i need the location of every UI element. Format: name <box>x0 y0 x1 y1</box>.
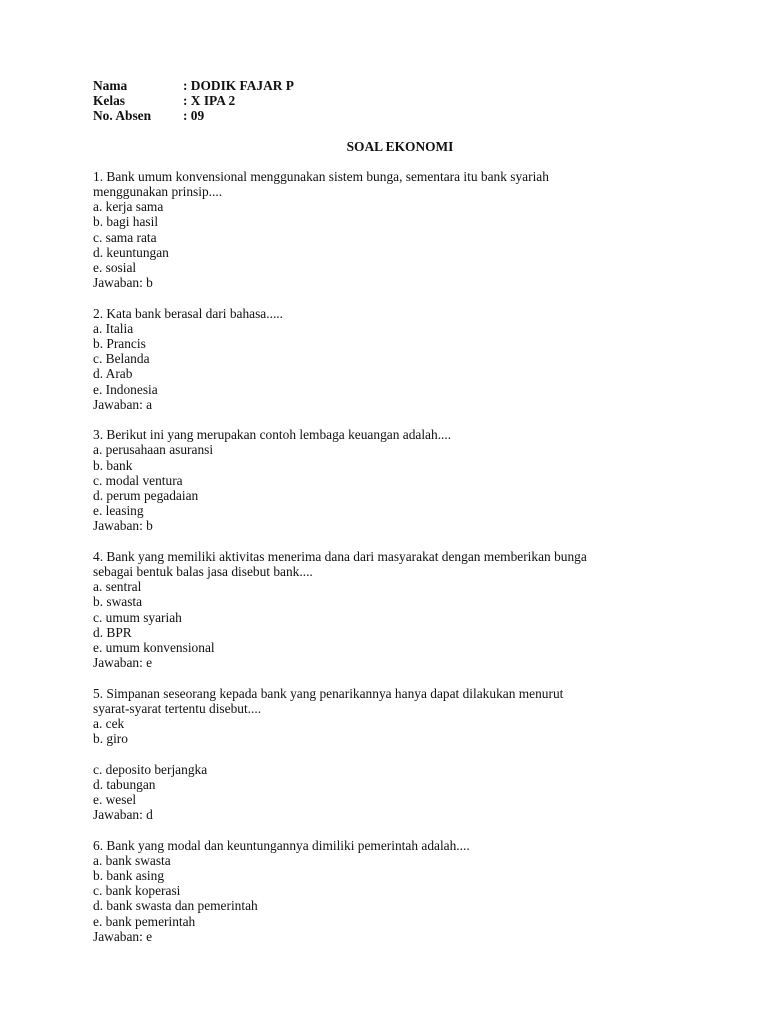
question-stem: 3. Berikut ini yang merupakan contoh lembaga keuangan adalah.... <box>93 427 452 443</box>
option-b: b. bagi hasil <box>93 214 159 230</box>
student-class-row <box>93 93 713 108</box>
option-d: d. BPR <box>93 624 132 640</box>
question-stem-continued: syarat-syarat tertentu disebut.... <box>93 700 262 716</box>
option-e: e. leasing <box>93 503 144 519</box>
option-e: e. Indonesia <box>93 381 158 397</box>
option-e: e. bank pemerintah <box>93 913 196 929</box>
option-c: c. Belanda <box>93 351 150 367</box>
question-1 <box>93 169 713 291</box>
option-a: a. sentral <box>93 579 142 595</box>
answer: Jawaban: b <box>93 275 153 291</box>
name-label: Nama <box>93 78 128 93</box>
option-e: e. sosial <box>93 260 137 276</box>
option-b: b. giro <box>93 731 128 747</box>
answer: Jawaban: e <box>93 655 153 671</box>
question-stem: 6. Bank yang modal dan keuntungannya dimiliki pemerintah adalah.... <box>93 837 470 853</box>
class-label: Kelas <box>93 93 125 109</box>
answer: Jawaban: a <box>93 396 153 412</box>
option-e: e. umum konvensional <box>93 640 215 656</box>
option-d: d. bank swasta dan pemerintah <box>93 898 258 914</box>
answer: Jawaban: e <box>93 928 153 944</box>
question-stem: 5. Simpanan seseorang kepada bank yang penarikannya hanya dapat dilakukan menurut <box>93 685 564 701</box>
question-3 <box>93 427 713 533</box>
blank-line <box>93 746 713 761</box>
page-title: SOAL EKONOMI <box>346 138 454 154</box>
question-stem: 4. Bank yang memiliki aktivitas menerima dana dari masyarakat dengan memberikan bunga <box>93 548 587 564</box>
option-b: b. bank asing <box>93 868 165 884</box>
option-b: b. bank <box>93 457 133 473</box>
option-c: c. umum syariah <box>93 609 182 625</box>
class-value: : X IPA 2 <box>183 93 236 109</box>
option-c: c. modal ventura <box>93 472 183 488</box>
option-a: a. bank swasta <box>93 852 171 868</box>
option-d: d. Arab <box>93 366 133 382</box>
option-d: d. perum pegadaian <box>93 488 199 504</box>
option-b: b. Prancis <box>93 336 146 352</box>
option-c: c. deposito berjangka <box>93 761 208 777</box>
question-stem-continued: menggunakan prinsip.... <box>93 184 223 200</box>
option-e: e. wesel <box>93 792 137 808</box>
option-d: d. keuntungan <box>93 244 169 260</box>
student-number-row <box>93 108 713 123</box>
question-stem: 1. Bank umum konvensional menggunakan sistem bunga, sementara itu bank syariah <box>93 168 549 184</box>
question-6 <box>93 838 713 944</box>
option-a: a. perusahaan asuransi <box>93 442 214 458</box>
name-value: : DODIK FAJAR P <box>183 78 294 93</box>
option-d: d. tabungan <box>93 776 156 792</box>
question-4 <box>93 549 713 671</box>
option-c: c. sama rata <box>93 229 157 245</box>
question-stem: 2. Kata bank berasal dari bahasa..... <box>93 305 283 321</box>
option-c: c. bank koperasi <box>93 883 181 899</box>
question-stem-continued: sebagai bentuk balas jasa disebut bank.... <box>93 564 313 580</box>
question-5 <box>93 686 713 823</box>
absen-value: : 09 <box>183 108 205 124</box>
option-a: a. kerja sama <box>93 199 164 215</box>
answer: Jawaban: b <box>93 518 153 534</box>
option-a: a. Italia <box>93 320 134 336</box>
question-2 <box>93 306 713 412</box>
option-b: b. swasta <box>93 594 143 610</box>
absen-label: No. Absen <box>93 108 152 124</box>
answer: Jawaban: d <box>93 807 153 823</box>
student-name-row <box>93 78 713 93</box>
option-a: a. cek <box>93 716 125 732</box>
document-page <box>93 78 713 959</box>
